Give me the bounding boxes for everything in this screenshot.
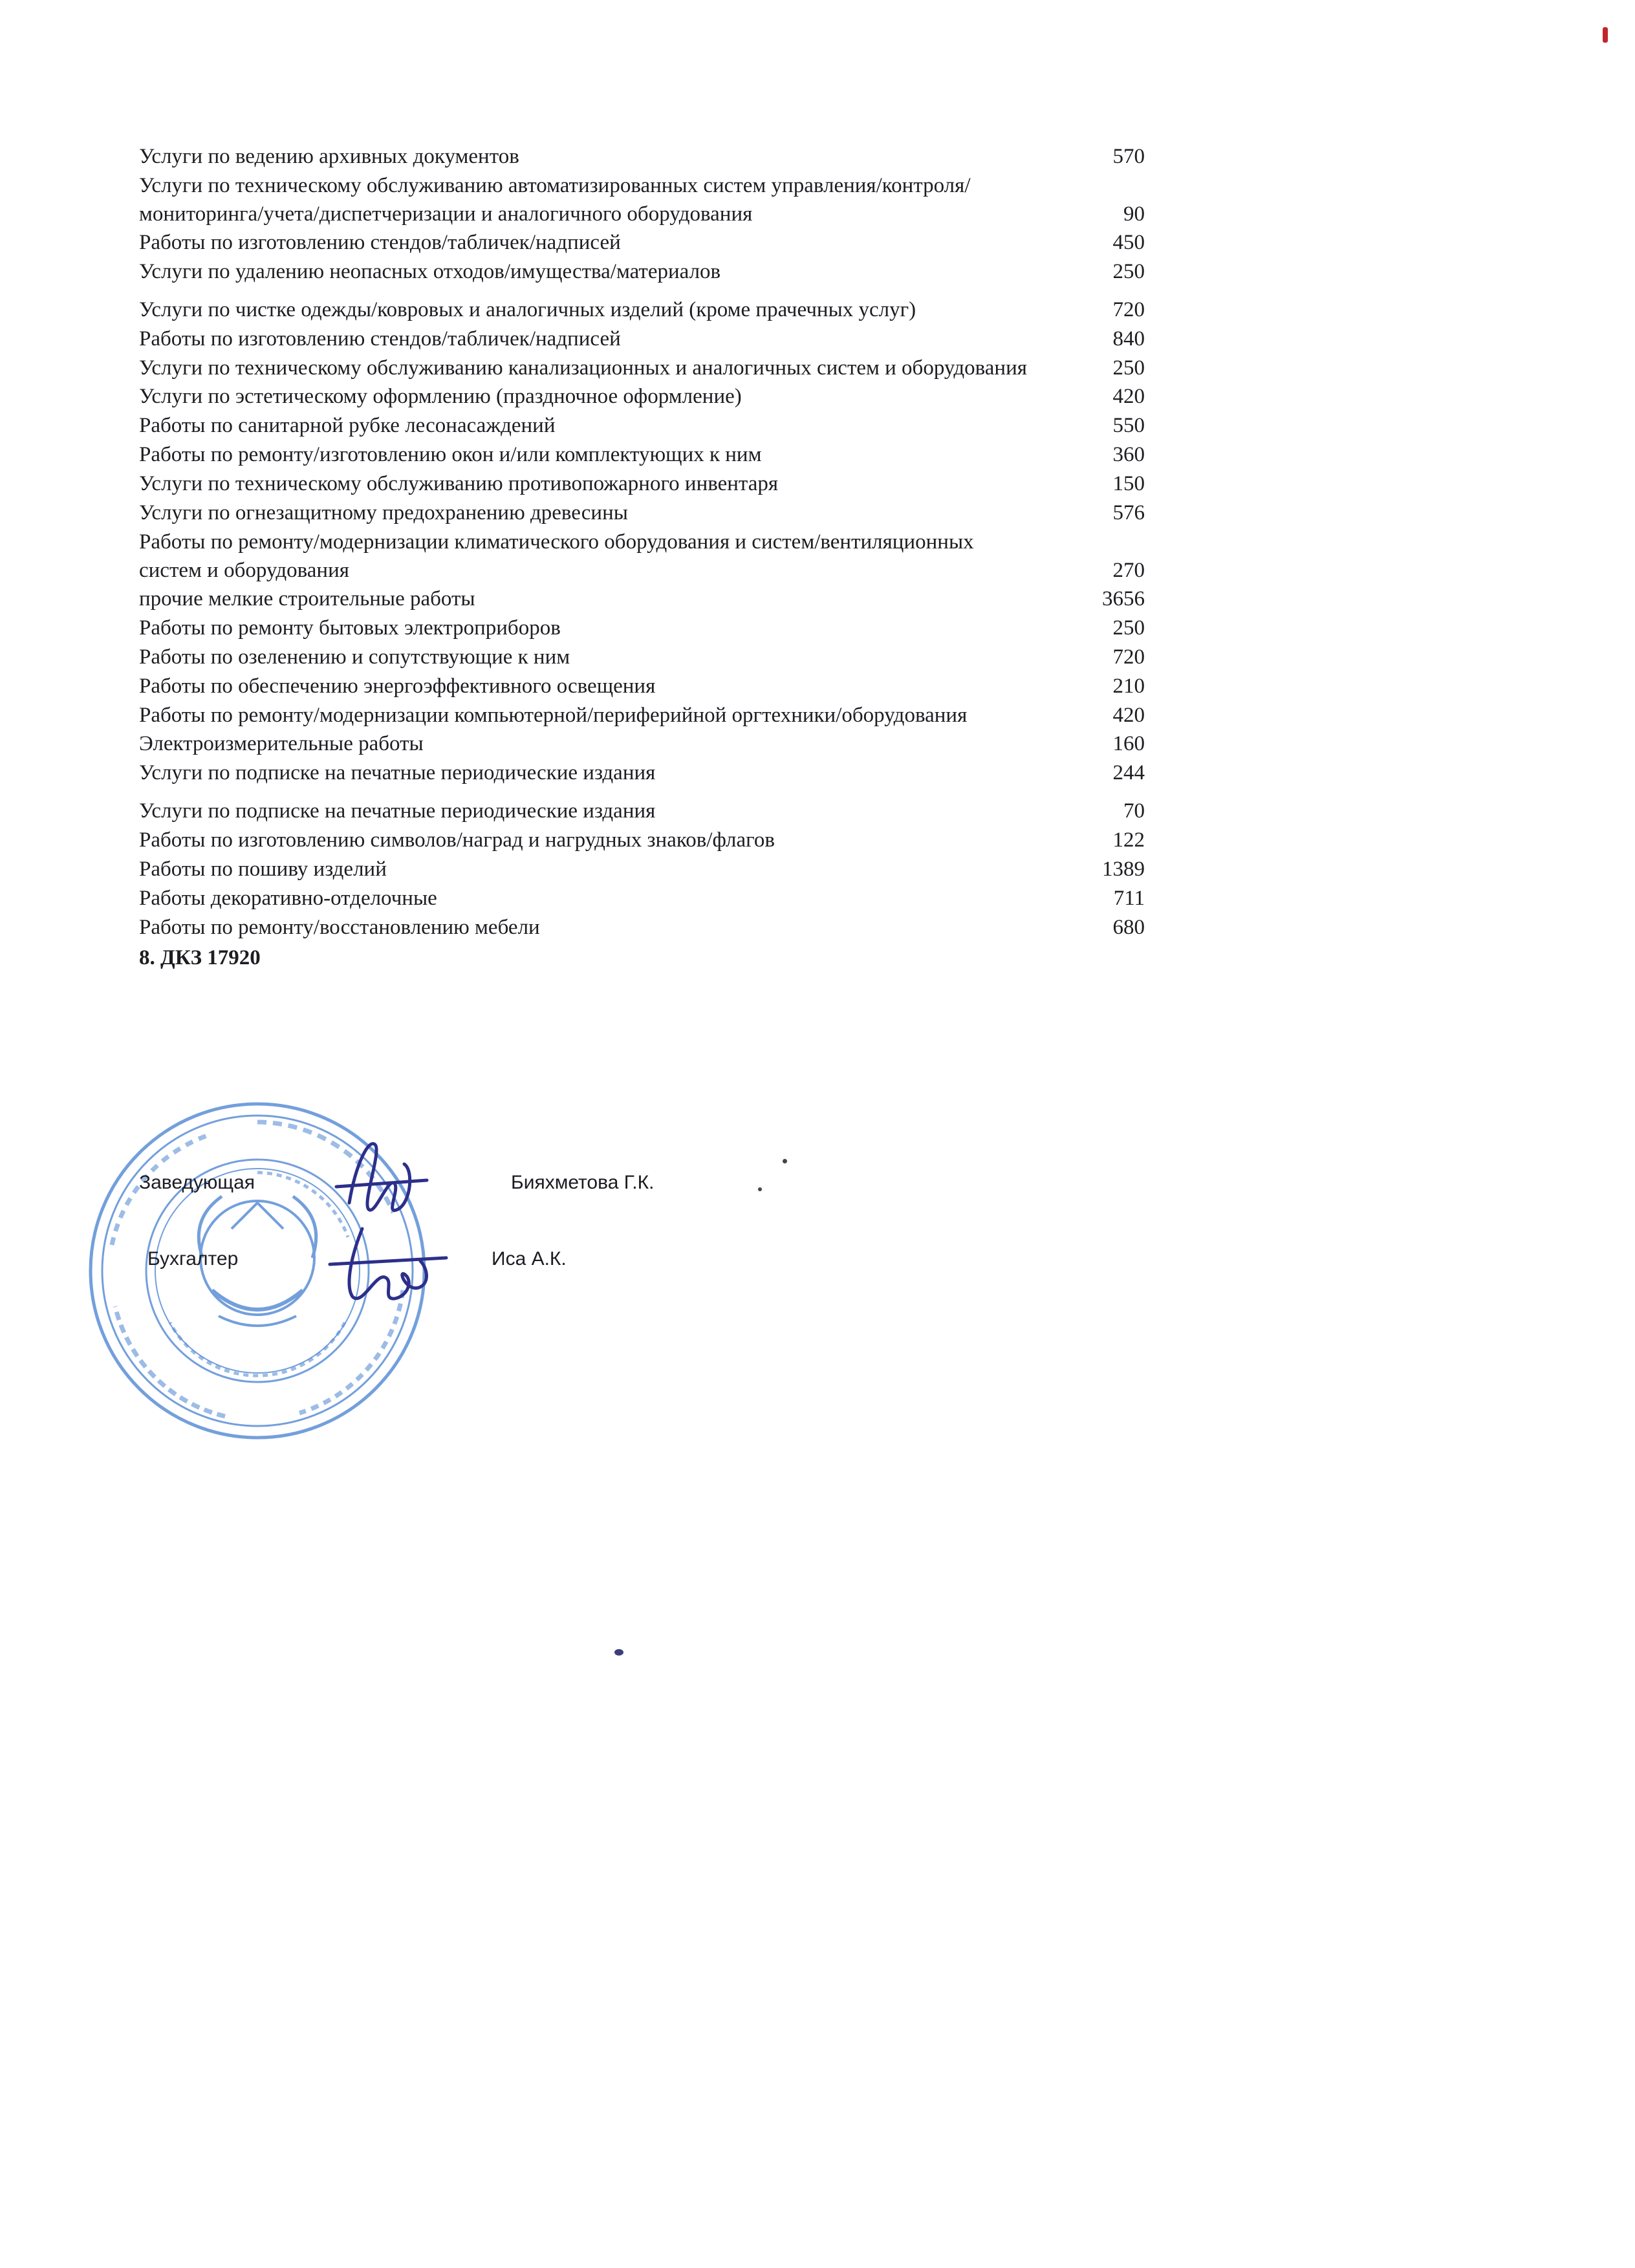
row-description: Услуги по эстетическому оформлению (праздночное оформление): [139, 385, 742, 408]
row-description: Услуги по подписке на печатные периодические издания: [139, 799, 656, 823]
row-description: Работы по изготовлению стендов/табличек/надписей: [139, 327, 621, 351]
row-description: Работы по ремонту/модернизации компьютерной/периферийной оргтехники/оборудования: [139, 704, 968, 727]
table-row: [139, 142, 1145, 171]
table-row: [139, 296, 1145, 325]
table-row: [139, 470, 1145, 499]
table-row: [139, 729, 1145, 759]
row-value: 711: [1113, 887, 1145, 910]
row-description: Работы по озеленению и сопутствующие к ним: [139, 645, 570, 669]
table-row: [139, 643, 1145, 672]
table-row: [139, 382, 1145, 411]
row-value: 720: [1112, 298, 1145, 321]
table-row: [139, 672, 1145, 701]
row-value: 150: [1112, 472, 1145, 495]
row-description: Услуги по техническому обслуживанию автоматизированных систем управления/контроля/мониторинга/учета/диспетчеризации и аналогичного оборудования: [139, 174, 971, 226]
row-value: 250: [1112, 260, 1145, 283]
row-description: Услуги по ведению архивных документов: [139, 145, 519, 168]
row-value: 420: [1112, 385, 1145, 408]
section-heading: 8. ДКЗ 17920: [139, 946, 261, 969]
row-value: 550: [1112, 414, 1145, 437]
row-description: Услуги по техническому обслуживанию канализационных и аналогичных систем и оборудования: [139, 356, 1027, 380]
head-name: Бияхметова Г.К.: [511, 1172, 655, 1193]
row-description: Работы по ремонту бытовых электроприборов: [139, 616, 561, 640]
row-value: 570: [1112, 145, 1145, 168]
row-description: Работы по обеспечению энергоэффективного освещения: [139, 675, 656, 698]
row-description: Услуги по огнезащитному предохранению древесины: [139, 501, 628, 524]
row-value: 160: [1112, 732, 1145, 755]
scan-speck: [758, 1187, 762, 1191]
table-row: [139, 797, 1145, 826]
row-value: 360: [1112, 443, 1145, 466]
row-description: Работы по ремонту/изготовлению окон и/или комплектующих к ним: [139, 443, 762, 466]
row-value: 70: [1123, 799, 1145, 823]
table-row: [139, 585, 1145, 614]
accountant-signature-icon: [323, 1216, 453, 1313]
row-description: Работы по ремонту/модернизации климатического оборудования и систем/вентиляционных систем и оборудования: [139, 530, 974, 582]
scan-speck: [783, 1159, 787, 1163]
row-value: 840: [1112, 327, 1145, 351]
row-value: 250: [1112, 356, 1145, 380]
table-row: [139, 257, 1145, 286]
table-row: [139, 884, 1145, 913]
row-description: Электроизмерительные работы: [139, 732, 424, 755]
table-row: [139, 325, 1145, 354]
table-row: [139, 759, 1145, 788]
scan-edge-mark: [1603, 27, 1608, 43]
row-description: Услуги по чистке одежды/ковровых и аналогичных изделий (кроме прачечных услуг): [139, 298, 916, 321]
row-value: 720: [1112, 645, 1145, 669]
row-description: Работы по санитарной рубке лесонасаждений: [139, 414, 556, 437]
row-description: Работы по ремонту/восстановлению мебели: [139, 916, 540, 939]
row-value: 420: [1112, 704, 1145, 727]
table-row: [139, 528, 1145, 585]
table-row: [139, 228, 1145, 257]
row-description: Работы по пошиву изделий: [139, 858, 387, 881]
row-value: 244: [1112, 761, 1145, 784]
accountant-name: Иса А.К.: [492, 1248, 567, 1269]
table-row: [139, 411, 1145, 440]
row-description: Работы по изготовлению символов/наград и нагрудных знаков/флагов: [139, 828, 775, 852]
table-row: [139, 855, 1145, 884]
table-row: [139, 171, 1145, 228]
head-label: Заведующая: [139, 1172, 255, 1193]
row-value: 3656: [1102, 587, 1145, 610]
table-row: [139, 701, 1145, 729]
row-description: Работы декоративно-отделочные: [139, 887, 437, 910]
row-value: 90: [1123, 202, 1145, 226]
row-description: Услуги по подписке на печатные периодические издания: [139, 761, 656, 784]
table-row: [139, 354, 1145, 382]
row-description: прочие мелкие строительные работы: [139, 587, 475, 610]
table-row: [139, 614, 1145, 643]
table-row: [139, 913, 1145, 942]
row-value: 250: [1112, 616, 1145, 640]
table-row: [139, 826, 1145, 855]
row-description: Услуги по удалению неопасных отходов/имущества/материалов: [139, 260, 721, 283]
row-value: 210: [1112, 675, 1145, 698]
row-description: Услуги по техническому обслуживанию противопожарного инвентаря: [139, 472, 779, 495]
row-value: 1389: [1102, 858, 1145, 881]
row-description: Работы по изготовлению стендов/табличек/надписей: [139, 231, 621, 254]
table-row: [139, 440, 1145, 470]
row-value: 450: [1112, 231, 1145, 254]
table-row: [139, 499, 1145, 528]
row-value: 122: [1112, 828, 1145, 852]
row-value: 576: [1112, 501, 1145, 524]
document-body: [139, 142, 1145, 973]
row-value: 680: [1112, 916, 1145, 939]
row-value: 270: [1112, 559, 1145, 582]
scan-speck: [614, 1649, 623, 1656]
accountant-label: Бухгалтер: [147, 1248, 239, 1269]
